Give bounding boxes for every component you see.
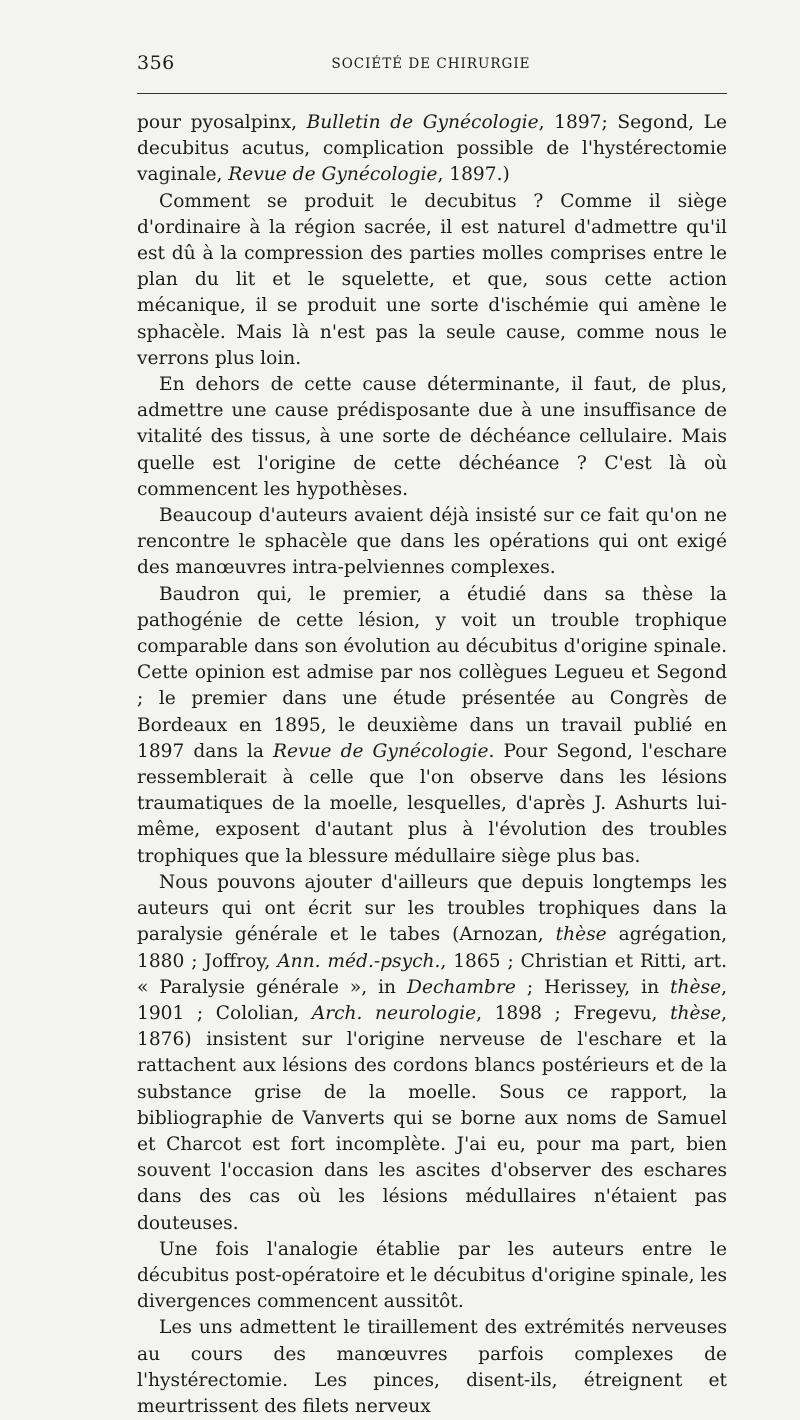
paragraph	[137, 110, 727, 189]
text-run: Baudron qui, le premier, a étudié dans sa thèse la pathogénie de cette lésion, y voit un trouble trophique comparable dans son évolution au décubitus d'origine spinale. Cette opinion est admise par nos collègues Legueu et Segond ; le premier dans une étude présentée au Congrès de Bordeaux en 1895, le deuxième dans un travail publié en 1897 dans la	[137, 583, 727, 762]
italic-citation: thèse	[670, 1002, 722, 1024]
text-run: Beaucoup d'auteurs avaient déjà insisté sur ce fait qu'on ne rencontre le sphacèle que dans les opérations qui ont exigé des manœuvres intra-pelviennes complexes.	[137, 505, 727, 579]
italic-citation: Dechambre	[407, 976, 516, 998]
italic-citation: Arch. neurologie	[311, 1002, 477, 1024]
text-run: , 1865 ; Christian et Ritti, art. « Paralysie générale », in	[137, 950, 727, 998]
paragraph	[137, 1237, 727, 1316]
paragraph	[137, 1315, 727, 1420]
italic-citation: Revue de Gynécologie	[228, 164, 438, 186]
page-number: 356	[137, 52, 175, 74]
text-run: agrégation, 1880 ; Joffroy,	[137, 924, 727, 972]
text-run: pour pyosalpinx,	[137, 112, 307, 133]
body-text	[137, 110, 727, 1420]
text-run: Les uns admettent le tiraillement des extrémités nerveuses au cours des manœuvres parfois complexes de l'hystérectomie. Les pinces, disent-ils, étreignent et meurtrissent des filets nerveux	[137, 1317, 727, 1417]
italic-citation: Revue de Gynécologie	[273, 740, 489, 762]
text-run: Nous pouvons ajouter d'ailleurs que depuis longtemps les auteurs qui ont écrit sur les troubles trophiques dans la paralysie générale et le tabes (Arnozan,	[137, 871, 727, 946]
page-header	[137, 52, 725, 82]
text-run: , 1897.)	[437, 164, 510, 186]
text-run: ; Herissey, in	[515, 976, 671, 998]
italic-citation: thèse	[555, 924, 607, 946]
text-run: , 1901 ; Cololian,	[137, 976, 727, 1024]
paragraph	[137, 189, 727, 372]
text-run: , 1897; Segond, Le decubitus acutus, complication possible de l'hystérectomie vaginale,	[137, 112, 727, 186]
paragraph	[137, 503, 727, 582]
text-run: En dehors de cette cause déterminante, il faut, de plus, admettre une cause prédisposante due à une insuffisance de vitalité des tissus, à une sorte de déchéance cellulaire. Mais quelle est l'origine de cette déchéance ? C'est là où commencent les hypothèses.	[137, 374, 727, 500]
paragraph	[137, 582, 727, 870]
italic-citation: Bulletin de Gynécologie	[306, 112, 539, 133]
running-title: SOCIÉTÉ DE CHIRURGIE	[331, 56, 531, 72]
text-run: , 1876) insistent sur l'origine nerveuse de l'eschare et la rattachent aux lésions des cordons blancs postérieurs et de la substance grise de la moelle. Sous ce rapport, la bibliographie de Vanverts qui se borne aux noms de Samuel et Charcot est fort incomplète. J'ai eu, pour ma part, bien souvent l'occasion dans les ascites d'observer des eschares dans des cas où les lésions médullaires n'étaient pas douteuses.	[137, 1002, 727, 1234]
italic-citation: thèse	[670, 976, 722, 998]
header-rule	[137, 93, 727, 94]
italic-citation: Ann. méd.-psych.	[277, 950, 441, 972]
text-run: . Pour Segond, l'eschare ressemblerait à celle que l'on observe dans les lésions traumatiques de la moelle, lesquelles, d'après J. Ashurts lui-même, exposent d'autant plus à l'évolution des troubles trophiques que la blessure médullaire siège plus bas.	[137, 740, 727, 867]
text-run: , 1898 ; Fregevu,	[476, 1002, 671, 1024]
text-run: Une fois l'analogie établie par les auteurs entre le décubitus post-opératoire et le décubitus d'origine spinale, les divergences commencent aussitôt.	[137, 1238, 727, 1313]
paragraph	[137, 870, 727, 1237]
paragraph	[137, 372, 727, 503]
text-run: Comment se produit le decubitus ? Comme il siège d'ordinaire à la région sacrée, il est naturel d'admettre qu'il est dû à la compression des parties molles comprises entre le plan du lit et le squelette, et que, sous cette action mécanique, il se produit une sorte d'ischémie qui amène le sphacèle. Mais là n'est pas la seule cause, comme nous le verrons plus loin.	[137, 190, 727, 369]
